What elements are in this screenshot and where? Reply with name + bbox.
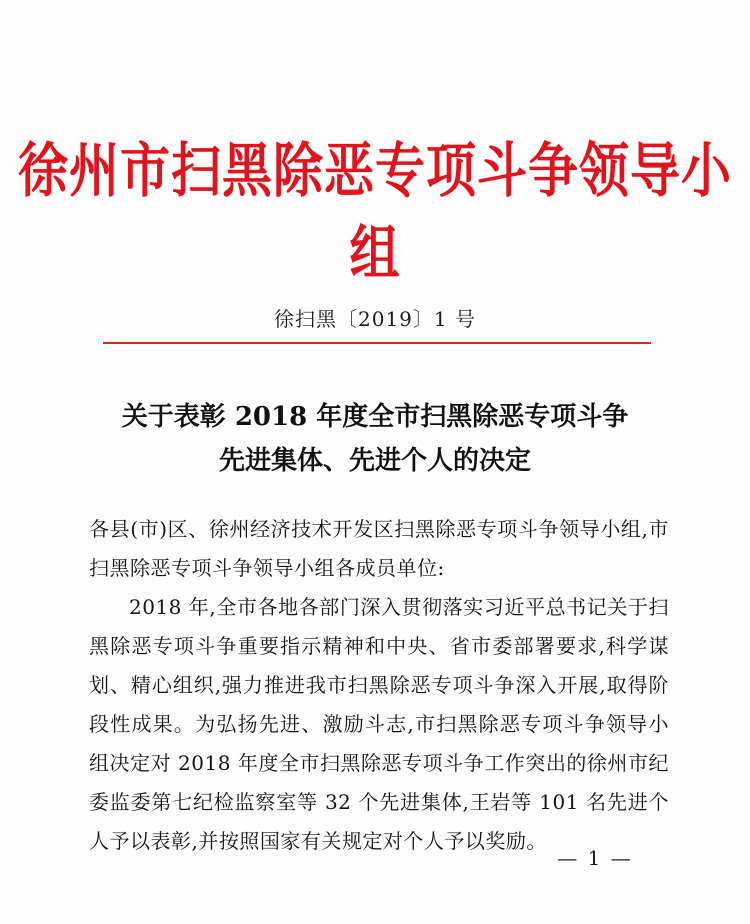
red-divider-line	[103, 342, 651, 344]
document-title-line-1: 关于表彰 2018 年度全市扫黑除恶专项斗争	[121, 402, 629, 432]
body-paragraph-1: 2018 年,全市各地各部门深入贯彻落实习近平总书记关于扫黑除恶专项斗争重要指示精神和中央、省市委部署要求,科学谋划、精心组织,强力推进我市扫黑除恶专项斗争深入开展,取得阶段性成果。为弘扬先进、激励斗志,市扫黑除恶专项斗争领导小组决定对 2018 年度全市扫黑除恶专项斗争工作突出的徐州市纪委监委第七纪检监察室等 32 个先进集体,王岩等 101 名先进个人予以表彰,并按照国家有关规定对个人予以奖励。	[89, 595, 669, 853]
document-title-line-2: 先进集体、先进个人的决定	[218, 446, 531, 476]
document-number: 徐扫黑〔2019〕1 号	[274, 307, 476, 331]
issuing-organization-header: 徐州市扫黑除恶专项斗争领导小组	[18, 135, 732, 288]
salutation-paragraph: 各县(市)区、徐州经济技术开发区扫黑除恶专项斗争领导小组,市扫黑除恶专项斗争领导小组各成员单位:	[89, 517, 669, 580]
document-title	[0, 395, 750, 483]
document-body	[89, 510, 669, 861]
page-number: — 1 —	[557, 846, 633, 870]
